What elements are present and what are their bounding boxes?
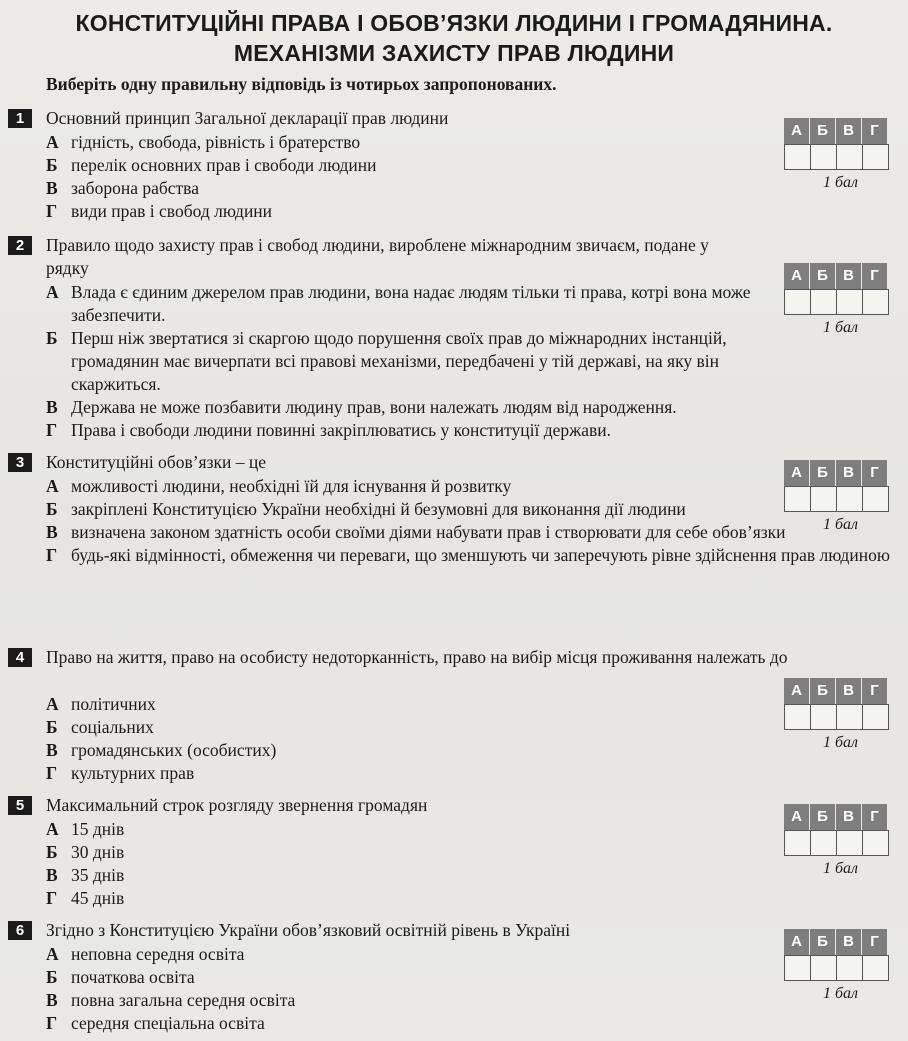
answer-cell-a[interactable] xyxy=(784,704,811,730)
answer-header-a: А xyxy=(784,460,810,486)
question-stem: Конституційні обов’язки – це xyxy=(46,452,267,472)
answer-cell-d[interactable] xyxy=(862,144,889,170)
points-label: 1 бал xyxy=(822,319,858,336)
answer-cell-c[interactable] xyxy=(836,144,863,170)
option-b[interactable]: Б 30 днів xyxy=(46,842,125,862)
question-stem: Максимальний строк розгляду звернення громадян xyxy=(46,795,428,815)
answer-grid xyxy=(784,678,888,752)
option-b[interactable]: Б соціальних xyxy=(46,717,154,737)
option-c[interactable]: В 35 днів xyxy=(46,865,125,885)
option-b[interactable]: Б Перш ніж звертатися зі скаргою щодо порушення своїх прав до міжнародних інстанцій, громадянин має вичерпати всі правові механізми, передбачені у тій державі, на яку він скаржиться. xyxy=(46,328,727,394)
option-d[interactable]: Г Права і свободи людини повинні закріплюватись у конституції держави. xyxy=(46,420,612,440)
options-list xyxy=(46,131,826,223)
question-number: 6 xyxy=(8,921,32,940)
answer-cell-c[interactable] xyxy=(836,830,863,856)
answer-cell-b[interactable] xyxy=(810,289,837,315)
answer-cell-d[interactable] xyxy=(862,830,889,856)
answer-cell-d[interactable] xyxy=(862,955,889,981)
option-b[interactable]: Б початкова освіта xyxy=(46,967,195,987)
option-a[interactable]: А політичних xyxy=(46,694,156,714)
answer-cell-d[interactable] xyxy=(862,486,889,512)
answer-cell-c[interactable] xyxy=(836,486,863,512)
answer-header-d: Г xyxy=(862,460,888,486)
answer-header-d: Г xyxy=(862,263,888,289)
answer-cell-b[interactable] xyxy=(810,486,837,512)
option-b[interactable]: Б перелік основних прав і свободи людини xyxy=(46,155,377,175)
answer-cell-c[interactable] xyxy=(836,955,863,981)
option-a[interactable]: А Влада є єдиним джерелом прав людини, вона надає людям тільки ті права, котрі вона може забезпечити. xyxy=(46,282,751,325)
answer-cell-a[interactable] xyxy=(784,830,811,856)
answer-cell-b[interactable] xyxy=(810,955,837,981)
answer-header-b: Б xyxy=(810,460,836,486)
question-stem: Правило щодо захисту прав і свобод людини, вироблене міжнародним звичаєм, подане у рядку xyxy=(46,235,709,278)
options-list xyxy=(46,693,826,785)
answer-header-a: А xyxy=(784,929,810,955)
answer-cell-d[interactable] xyxy=(862,289,889,315)
answer-grid xyxy=(784,263,888,337)
answer-cell-c[interactable] xyxy=(836,289,863,315)
answer-cell-c[interactable] xyxy=(836,704,863,730)
answer-grid xyxy=(784,118,888,192)
option-c[interactable]: В Держава не може позбавити людину прав, вони належать людям від народження. xyxy=(46,397,677,417)
option-d[interactable]: Г 45 днів xyxy=(46,888,125,908)
answer-header-d: Г xyxy=(862,678,888,704)
points-label: 1 бал xyxy=(822,860,858,877)
answer-cell-a[interactable] xyxy=(784,144,811,170)
answer-cell-b[interactable] xyxy=(810,144,837,170)
answer-header-c: В xyxy=(836,678,862,704)
instruction-text: Виберіть одну правильну відповідь із чотирьох запропонованих. xyxy=(46,74,557,94)
options-list xyxy=(46,818,826,910)
title-line-1: КОНСТИТУЦІЙНІ ПРАВА І ОБОВ’ЯЗКИ ЛЮДИНИ І ГРОМАДЯНИНА. xyxy=(75,10,833,36)
question-number: 5 xyxy=(8,796,32,815)
options-list xyxy=(46,281,826,442)
points-label: 1 бал xyxy=(822,985,858,1002)
page-title xyxy=(0,8,908,68)
option-c[interactable]: В повна загальна середня освіта xyxy=(46,990,296,1010)
options-list xyxy=(46,943,826,1035)
option-a[interactable]: А 15 днів xyxy=(46,819,125,839)
answer-header-d: Г xyxy=(862,804,888,830)
answer-header-c: В xyxy=(836,804,862,830)
answer-cell-b[interactable] xyxy=(810,704,837,730)
answer-cell-a[interactable] xyxy=(784,486,811,512)
option-c[interactable]: В визначена законом здатність особи своїми діями набувати прав і створювати для себе обов’язки xyxy=(46,522,786,542)
points-label: 1 бал xyxy=(822,516,858,533)
answer-header-a: А xyxy=(784,118,810,144)
answer-header-d: Г xyxy=(862,929,888,955)
answer-header-a: А xyxy=(784,804,810,830)
answer-cell-b[interactable] xyxy=(810,830,837,856)
answer-header-c: В xyxy=(836,263,862,289)
option-b[interactable]: Б закріплені Конституцією України необхідні й безумовні для виконання дії людини xyxy=(46,499,686,519)
question-number: 2 xyxy=(8,236,32,255)
question-stem: Право на життя, право на особисту недоторканність, право на вибір місця проживання належать до xyxy=(46,647,788,667)
answer-header-c: В xyxy=(836,929,862,955)
answer-header-c: В xyxy=(836,460,862,486)
points-label: 1 бал xyxy=(822,174,858,191)
option-c[interactable]: В громадянських (особистих) xyxy=(46,740,277,760)
answer-grid xyxy=(784,929,888,1003)
answer-grid xyxy=(784,460,888,534)
option-a[interactable]: А неповна середня освіта xyxy=(46,944,245,964)
option-d[interactable]: Г середня спеціальна освіта xyxy=(46,1013,265,1033)
points-label: 1 бал xyxy=(822,734,858,751)
answer-header-a: А xyxy=(784,678,810,704)
option-c[interactable]: В заборона рабства xyxy=(46,178,199,198)
option-d[interactable]: Г види прав і свобод людини xyxy=(46,201,273,221)
answer-cell-a[interactable] xyxy=(784,955,811,981)
answer-header-a: А xyxy=(784,263,810,289)
option-a[interactable]: А гідність, свобода, рівність і братерство xyxy=(46,132,361,152)
answer-header-c: В xyxy=(836,118,862,144)
answer-header-b: Б xyxy=(810,263,836,289)
option-a[interactable]: А можливості людини, необхідні їй для існування й розвитку xyxy=(46,476,512,496)
answer-header-b: Б xyxy=(810,929,836,955)
title-line-2: МЕХАНІЗМИ ЗАХИСТУ ПРАВ ЛЮДИНИ xyxy=(233,40,675,66)
question-stem: Основний принцип Загальної декларації прав людини xyxy=(46,108,449,128)
question-number: 1 xyxy=(8,109,32,128)
answer-header-b: Б xyxy=(810,118,836,144)
answer-header-d: Г xyxy=(862,118,888,144)
answer-grid xyxy=(784,804,888,878)
answer-cell-a[interactable] xyxy=(784,289,811,315)
question-stem: Згідно з Конституцією України обов’язковий освітній рівень в Україні xyxy=(46,920,571,940)
answer-cell-d[interactable] xyxy=(862,704,889,730)
question-number: 4 xyxy=(8,648,32,667)
question-number: 3 xyxy=(8,453,32,472)
answer-header-b: Б xyxy=(810,804,836,830)
option-d[interactable]: Г будь-які відмінності, обмеження чи переваги, що зменшують чи заперечують рівне здійснення прав людиною xyxy=(46,545,890,565)
answer-header-b: Б xyxy=(810,678,836,704)
option-d[interactable]: Г культурних прав xyxy=(46,763,195,783)
